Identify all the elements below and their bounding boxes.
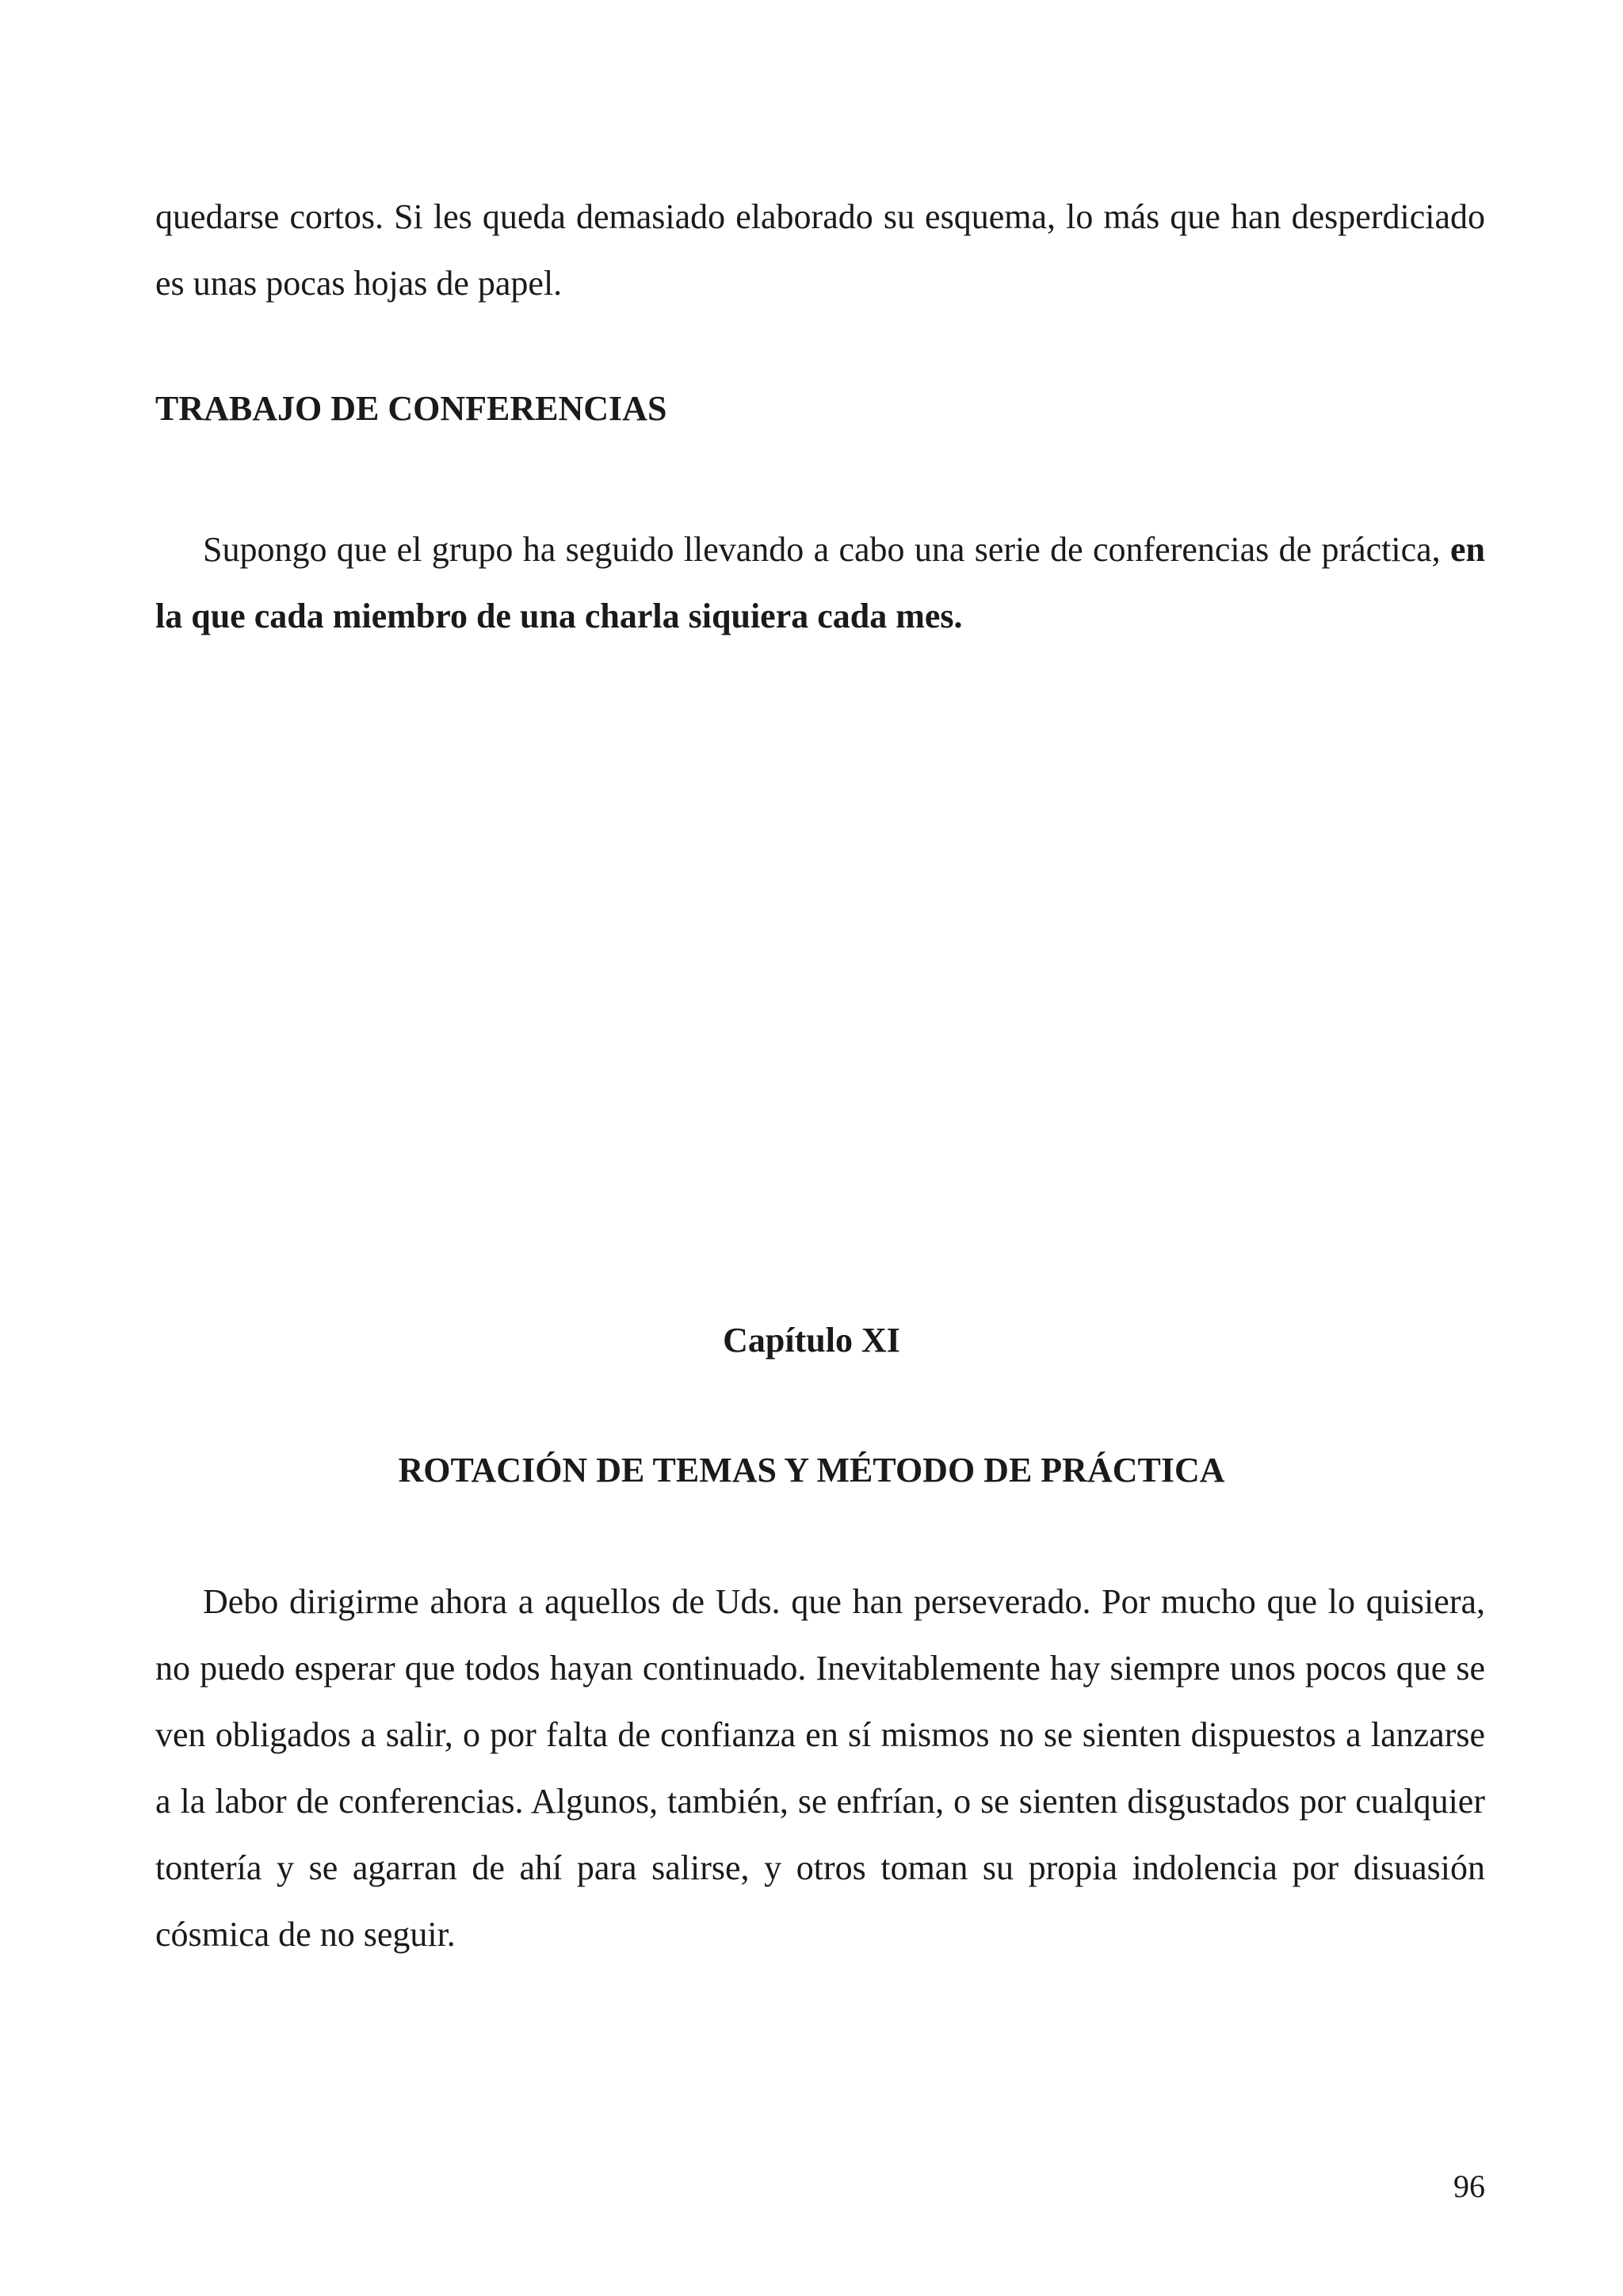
paragraph-continuation: quedarse cortos. Si les queda demasiado elaborado su esquema, lo más que han desperdiciado es unas pocas hojas de papel. xyxy=(155,197,1485,303)
page-number: 96 xyxy=(1453,2168,1485,2204)
section-heading: TRABAJO DE CONFERENCIAS xyxy=(155,389,667,428)
chapter-title: ROTACIÓN DE TEMAS Y MÉTODO DE PRÁCTICA xyxy=(398,1451,1225,1489)
paragraph-bold-text: en la que cada miembro de una charla siquiera cada mes. xyxy=(155,530,1485,635)
paragraph-regular-text: Supongo que el grupo ha seguido llevando a cabo una serie de conferencias de práctica, xyxy=(203,530,1450,569)
chapter-label: Capítulo XI xyxy=(723,1321,900,1360)
paragraph-chapter-intro: Debo dirigirme ahora a aquellos de Uds. que han perseverado. Por mucho que lo quisiera, no puedo esperar que todos hayan continuado. Inevitablemente hay siempre unos pocos que se ven obligados a salir, o por falta de confianza en sí mismos no se sienten dispuestos a lanzarse a la labor de conferencias. Algunos, también, se enfrían, o se sienten disgustados por cualquier tontería y se agarran de ahí para salirse, y otros toman su propia indolencia por disuasión cósmica de no seguir. xyxy=(155,1582,1485,1954)
paragraph-practice-lectures xyxy=(155,517,1485,650)
